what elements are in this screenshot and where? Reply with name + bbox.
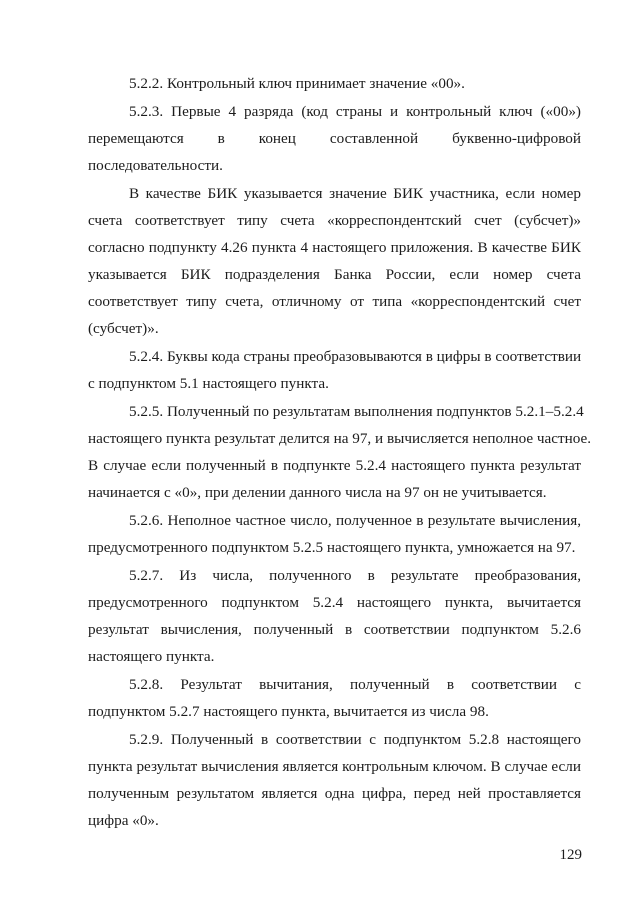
paragraph-5-2-5-line-2: настоящего пункта результат делится на 97, и вычисляется неполное частное.: [88, 430, 592, 447]
paragraph-5-2-9-line-4: цифра «0».: [88, 812, 159, 829]
paragraph-5-2-3-line-2: перемещаются в конец составленной буквенно-цифровой: [88, 130, 581, 147]
paragraph-5-2-3-line-3: последовательности.: [88, 157, 223, 174]
page-number: 129: [559, 847, 582, 863]
paragraph-5-2-7-line-1: 5.2.7. Из числа, полученного в результате преобразования,: [129, 567, 581, 584]
paragraph-bik-line-3: согласно подпункту 4.26 пункта 4 настоящего приложения. В качестве БИК: [88, 239, 581, 256]
paragraph-5-2-8-line-2: подпунктом 5.2.7 настоящего пункта, вычитается из числа 98.: [88, 703, 489, 720]
paragraph-5-2-3-line-1: 5.2.3. Первые 4 разряда (код страны и контрольный ключ («00»): [129, 103, 581, 120]
paragraph-5-2-5-line-3: В случае если полученный в подпункте 5.2.4 настоящего пункта результат: [88, 457, 581, 474]
paragraph-bik-line-5: соответствует типу счета, отличному от типа «корреспондентский счет: [88, 293, 581, 310]
paragraph-5-2-6-line-1: 5.2.6. Неполное частное число, полученное в результате вычисления,: [129, 512, 581, 529]
paragraph-5-2-2-line-1: 5.2.2. Контрольный ключ принимает значение «00».: [129, 75, 465, 92]
paragraph-5-2-4-line-2: с подпунктом 5.1 настоящего пункта.: [88, 375, 329, 392]
paragraph-5-2-9-line-1: 5.2.9. Полученный в соответствии с подпунктом 5.2.8 настоящего: [129, 731, 581, 748]
paragraph-5-2-4-line-1: 5.2.4. Буквы кода страны преобразовываются в цифры в соответствии: [129, 348, 582, 365]
paragraph-bik-line-2: счета соответствует типу счета «корреспондентский счет (субсчет)»: [88, 212, 581, 229]
paragraph-bik-line-6: (субсчет)».: [88, 320, 159, 337]
paragraph-5-2-6-line-2: предусмотренного подпунктом 5.2.5 настоящего пункта, умножается на 97.: [88, 539, 576, 556]
paragraph-bik-line-4: указывается БИК подразделения Банка России, если номер счета: [88, 266, 581, 283]
paragraph-5-2-5-line-1: 5.2.5. Полученный по результатам выполнения подпунктов 5.2.1–5.2.4: [129, 403, 584, 420]
paragraph-5-2-7-line-3: результат вычисления, полученный в соответствии подпунктом 5.2.6: [88, 621, 581, 638]
paragraph-5-2-7-line-4: настоящего пункта.: [88, 648, 215, 665]
paragraph-5-2-7-line-2: предусмотренного подпунктом 5.2.4 настоящего пункта, вычитается: [88, 594, 581, 611]
paragraph-5-2-8-line-1: 5.2.8. Результат вычитания, полученный в соответствии с: [129, 676, 581, 693]
paragraph-5-2-9-line-2: пункта результат вычисления является контрольным ключом. В случае если: [88, 758, 581, 775]
paragraph-5-2-9-line-3: полученным результатом является одна цифра, перед ней проставляется: [88, 785, 581, 802]
paragraph-5-2-5-line-4: начинается с «0», при делении данного числа на 97 он не учитывается.: [88, 484, 547, 501]
paragraph-bik-line-1: В качестве БИК указывается значение БИК участника, если номер: [129, 185, 581, 202]
